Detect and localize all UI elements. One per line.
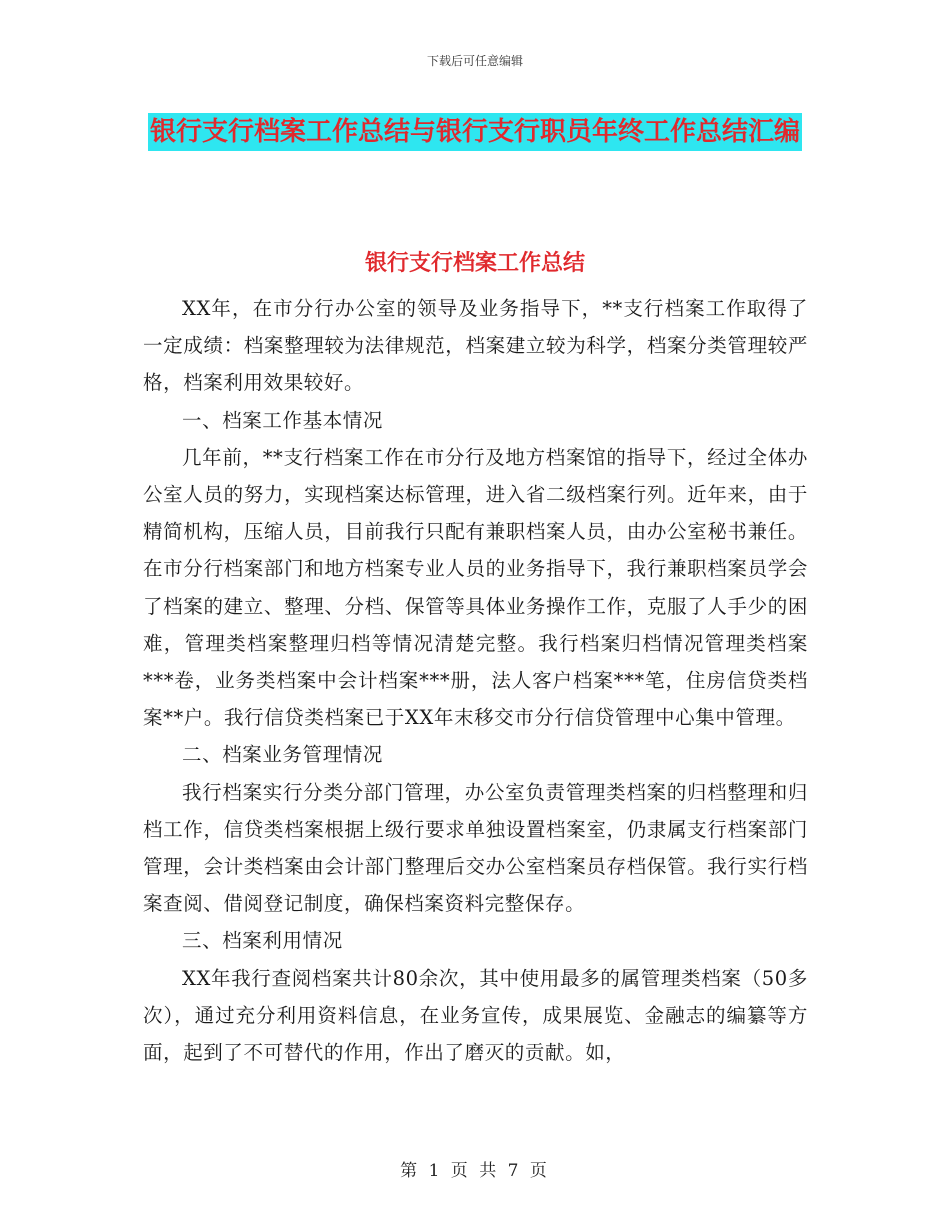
header-note: 下载后可任意编辑 (426, 54, 523, 68)
paragraph-business-management: 我行档案实行分类分部门管理，办公室负责管理类档案的归档整理和归档工作，信贷类档案根据上级行要求单独设置档案室，仍隶属支行档案部门管理，会计类档案由会计部门整理后交办公室档案员存档保管。我行实行档案查阅、借阅登记制度，确保档案资料完整保存。 (143, 780, 808, 916)
document-title-text: 银行支行档案工作总结与银行支行职员年终工作总结汇编 (148, 113, 802, 151)
body-text (143, 290, 808, 1071)
section-title: 银行支行档案工作总结 (364, 251, 585, 276)
heading-basic-situation: 一、档案工作基本情况 (182, 408, 384, 432)
paragraph-archive-usage: XX年我行查阅档案共计80余次，其中使用最多的属管理类档案（50多次），通过充分利用资料信息，在业务宣传，成果展览、金融志的编纂等方面，起到了不可替代的作用，作出了磨灭的贡献。如， (143, 966, 808, 1065)
heading-archive-usage: 三、档案利用情况 (182, 929, 343, 953)
document-title (140, 108, 810, 156)
heading-business-management: 二、档案业务管理情况 (182, 743, 384, 767)
paragraph-intro: XX年，在市分行办公室的领导及业务指导下，**支行档案工作取得了一定成绩：档案整理较为法律规范，档案建立较为科学，档案分类管理较严格，档案利用效果较好。 (143, 297, 808, 395)
paragraph-basic-situation: 几年前，**支行档案工作在市分行及地方档案馆的指导下，经过全体办公室人员的努力，实现档案达标管理，进入省二级档案行列。近年来，由于精简机构，压缩人员，目前我行只配有兼职档案人员，由办公室秘书兼任。在市分行档案部门和地方档案专业人员的业务指导下，我行兼职档案员学会了档案的建立、整理、分档、保管等具体业务操作工作，克服了人手少的困难，管理类档案整理归档等情况清楚完整。我行档案归档情况管理类档案***卷，业务类档案中会计档案***册，法人客户档案***笔，住房信贷类档案**户。我行信贷类档案已于XX年末移交市分行信贷管理中心集中管理。 (143, 445, 808, 730)
page-footer: 第 1 页 共 7 页 (400, 1161, 550, 1181)
